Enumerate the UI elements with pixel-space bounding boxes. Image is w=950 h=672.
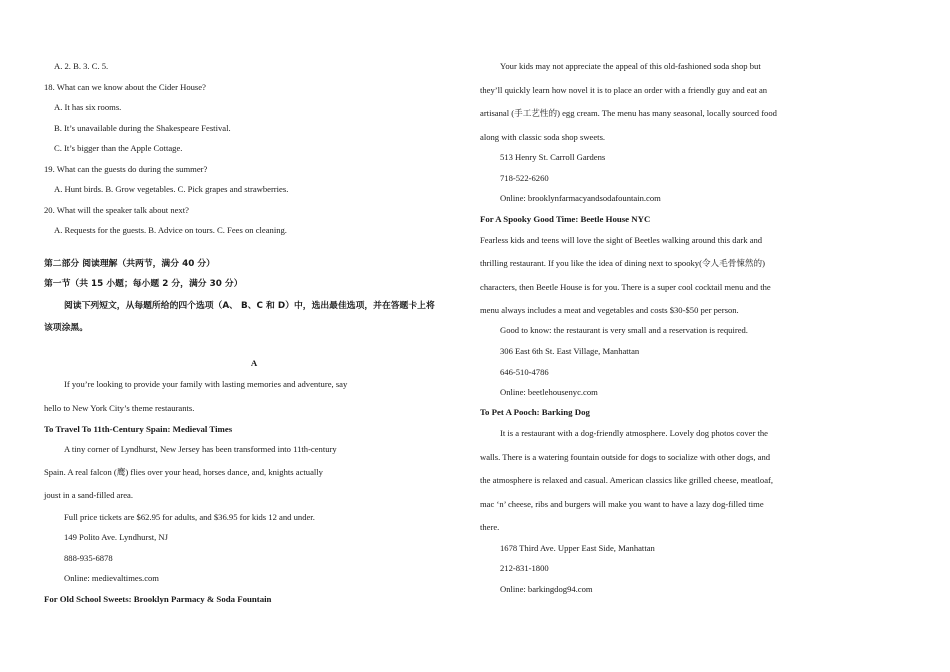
barking-line-4: mac ‘n’ cheese, ribs and burgers will make you want to have a lazy dog-filled time [480, 499, 764, 509]
brooklyn-phone: 718-522-6260 [500, 173, 549, 183]
q18-option-a: A. It has six rooms. [54, 102, 122, 112]
brooklyn-line-4: along with classic soda shop sweets. [480, 132, 606, 142]
medieval-address: 149 Polito Ave. Lyndhurst, NJ [64, 532, 168, 542]
brooklyn-line-1: Your kids may not appreciate the appeal of this old-fashioned soda shop but [500, 61, 761, 71]
beetle-phone: 646-510-4786 [500, 367, 549, 377]
brooklyn-online: Online: brooklynfarmacyandsodafountain.com [500, 193, 661, 203]
q19-options: A. Hunt birds. B. Grow vegetables. C. Pick grapes and strawberries. [54, 184, 289, 194]
medieval-heading: To Travel To 11th-Century Spain: Medieval Times [44, 424, 233, 434]
part2-title: 第二部分 阅读理解（共两节，满分 40 分） [44, 259, 215, 269]
q19-stem: 19. What can the guests do during the summer? [44, 164, 208, 174]
beetle-line-4: menu always includes a meat and vegetables and costs $30-$50 per person. [480, 305, 739, 315]
section1-title: 第一节（共 15 小题；每小题 2 分，满分 30 分） [44, 279, 243, 289]
q18-option-b: B. It’s unavailable during the Shakespeare Festival. [54, 123, 231, 133]
beetle-heading: For A Spooky Good Time: Beetle House NYC [480, 214, 651, 224]
q20-options: A. Requests for the guests. B. Advice on tours. C. Fees on cleaning. [54, 225, 287, 235]
passage-letter: A [250, 358, 258, 368]
brooklyn-heading: For Old School Sweets: Brooklyn Parmacy & Soda Fountain [44, 594, 272, 604]
q20-stem: 20. What will the speaker talk about next? [44, 205, 189, 215]
medieval-phone: 888-935-6878 [64, 553, 113, 563]
barking-line-3: the atmosphere is relaxed and casual. American classics like grilled cheese, meatloaf, [480, 475, 774, 485]
medieval-online: Online: medievaltimes.com [64, 573, 159, 583]
intro-line-2: hello to New York City’s theme restaurants. [44, 403, 195, 413]
barking-line-5: there. [480, 522, 500, 532]
beetle-note: Good to know: the restaurant is very small and a reservation is required. [500, 325, 748, 335]
beetle-address: 306 East 6th St. East Village, Manhattan [500, 346, 640, 356]
barking-line-1: It is a restaurant with a dog-friendly atmosphere. Lovely dog photos cover the [500, 428, 769, 438]
q18-option-c: C. It’s bigger than the Apple Cottage. [54, 143, 183, 153]
medieval-line-2: Spain. A real falcon (鹰) flies over your head, horses dance, and, knights actually [44, 467, 323, 477]
medieval-prices: Full price tickets are $62.95 for adults, and $36.95 for kids 12 and under. [64, 512, 315, 522]
q18-stem: 18. What can we know about the Cider House? [44, 82, 206, 92]
brooklyn-address: 513 Henry St. Carroll Gardens [500, 152, 606, 162]
beetle-online: Online: beetlehousenyc.com [500, 387, 598, 397]
medieval-line-1: A tiny corner of Lyndhurst, New Jersey has been transformed into 11th-century [64, 444, 337, 454]
barking-phone: 212-831-1800 [500, 563, 549, 573]
intro-line-1: If you’re looking to provide your family with lasting memories and adventure, say [64, 379, 348, 389]
instructions-line-2: 该项涂黑。 [44, 323, 88, 333]
barking-online: Online: barkingdog94.com [500, 584, 593, 594]
barking-line-2: walls. There is a watering fountain outside for dogs to socialize with other dogs, and [480, 452, 771, 462]
medieval-line-3: joust in a sand-filled area. [44, 490, 134, 500]
brooklyn-line-2: they’ll quickly learn how novel it is to place an order with a friendly guy and eat an [480, 85, 768, 95]
beetle-line-2: thrilling restaurant. If you like the idea of dining next to spooky(令人毛骨悚然的) [480, 258, 765, 268]
instructions-line-1: 阅读下列短文，从每题所给的四个选项（A、 B、C 和 D）中，选出最佳选项，并在答题卡上将 [64, 301, 435, 311]
brooklyn-line-3: artisanal (手工艺性的) egg cream. The menu has many seasonal, locally sourced food [480, 108, 777, 118]
beetle-line-1: Fearless kids and teens will love the sight of Beetles walking around this dark and [480, 235, 763, 245]
barking-heading: To Pet A Pooch: Barking Dog [480, 407, 590, 417]
q17-options: A. 2. B. 3. C. 5. [54, 61, 109, 71]
barking-address: 1678 Third Ave. Upper East Side, Manhattan [500, 543, 655, 553]
beetle-line-3: characters, then Beetle House is for you. There is a super cool cocktail menu and the [480, 282, 771, 292]
